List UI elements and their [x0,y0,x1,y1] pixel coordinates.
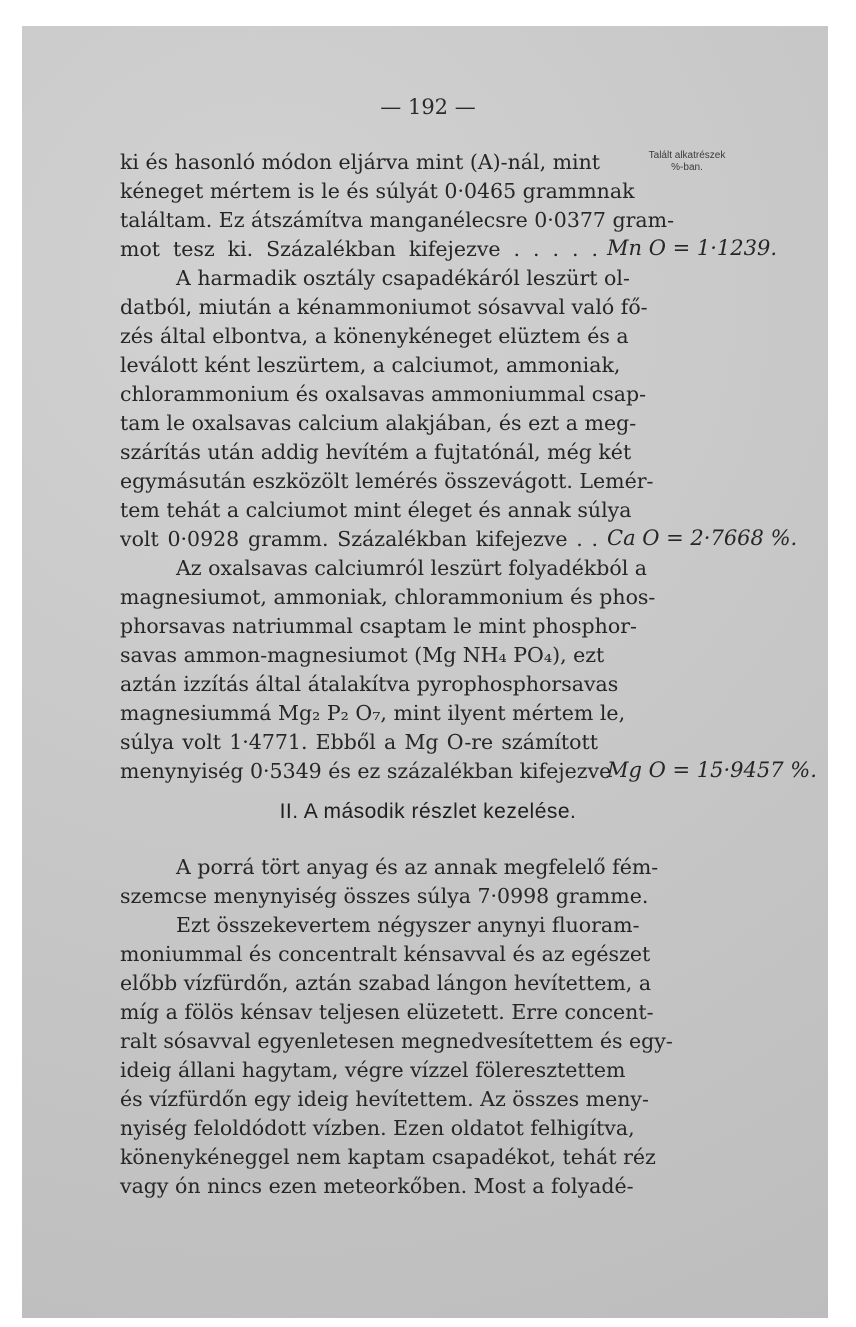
text-line: zés által elbontva, a könenykéneget elüztem és a [120,324,629,348]
result-mgo: Mg O = 15·9457 %. [607,758,817,782]
result-cao: Ca O = 2·7668 %. [607,526,798,550]
text-line: és vízfürdőn egy ideig hevítettem. Az összes meny- [120,1087,649,1111]
text-line: nyiség feloldódott vízben. Ezen oldatot felhigítva, [120,1116,635,1140]
section-heading: II. A második részlet kezelése. [279,800,577,823]
text-line: ki és hasonló módon eljárva mint (A)-nál, mint [120,150,601,174]
result-mno: Mn O = 1·1239. [607,236,778,260]
text-line: phorsavas natriummal csaptam le mint phosphor- [120,614,637,638]
text-line: mot tesz ki. Százalékban kifejezve . . . . . [120,237,598,261]
text-line: szemcse menynyiség összes súlya 7·0998 gramme. [120,884,649,908]
text-line: ralt sósavval egyenletesen megnedvesítettem és egy- [120,1029,673,1053]
text-line: leválott ként leszürtem, a calciumot, ammoniak, [120,353,621,377]
text-line: súlya volt 1·4771. Ebből a Mg O-re számított [120,730,598,754]
text-line: míg a fölös kénsav teljesen elüzetett. Erre concent- [120,1000,654,1024]
text-line: szárítás után addig hevítém a fujtatónál, még két [120,440,632,464]
text-line: magnesiummá Mg₂ P₂ O₇, mint ilyent mértem le, [120,701,626,725]
text-line: Ezt összekevertem négyszer anynyi fluoram- [176,913,640,937]
text-line: chlorammonium és oxalsavas ammoniummal csap- [120,382,647,406]
page-number: — 192 — [380,95,476,119]
text-line: Az oxalsavas calciumról leszürt folyadékból a [176,556,648,580]
margin-header-title: Talált alkatrészek [648,150,726,161]
text-line: találtam. Ez átszámítva manganélecsre 0·0377 gram- [120,208,675,232]
text-line: menynyiség 0·5349 és ez százalékban kifejezve [120,759,612,783]
text-line: A porrá tört anyag és az annak megfelelő fém- [176,855,659,879]
margin-header [612,150,762,174]
text-line: datból, miután a kénammoniumot sósavval való fő- [120,295,648,319]
text-line: magnesiumot, ammoniak, chlorammonium és phos- [120,585,656,609]
text-line: A harmadik osztály csapadékáról leszürt ol- [176,266,630,290]
text-line: tam le oxalsavas calcium alakjában, és ezt a meg- [120,411,637,435]
text-line: ideig állani hagytam, végre vízzel föleresztettem [120,1058,626,1082]
text-line: savas ammon-magnesiumot (Mg NH₄ PO₄), ezt [120,643,605,667]
text-line: volt 0·0928 gramm. Százalékban kifejezve . . [120,527,598,551]
text-line: moniummal és concentralt kénsavval és az egészet [120,942,651,966]
text-line: könenykéneggel nem kaptam csapadékot, tehát réz [120,1145,656,1169]
text-line: előbb vízfürdőn, aztán szabad lángon hevítettem, a [120,971,652,995]
text-line: kéneget mértem is le és súlyát 0·0465 grammnak [120,179,635,203]
margin-header-unit: %-ban. [671,162,703,173]
text-line: tem tehát a calciumot mint éleget és annak súlya [120,498,632,522]
text-line: vagy ón nincs ezen meteorkőben. Most a folyadé- [120,1174,634,1198]
text-line: egymásután eszközölt lemérés összevágott. Lemér- [120,469,654,493]
text-line: aztán izzítás által átalakítva pyrophosphorsavas [120,672,619,696]
